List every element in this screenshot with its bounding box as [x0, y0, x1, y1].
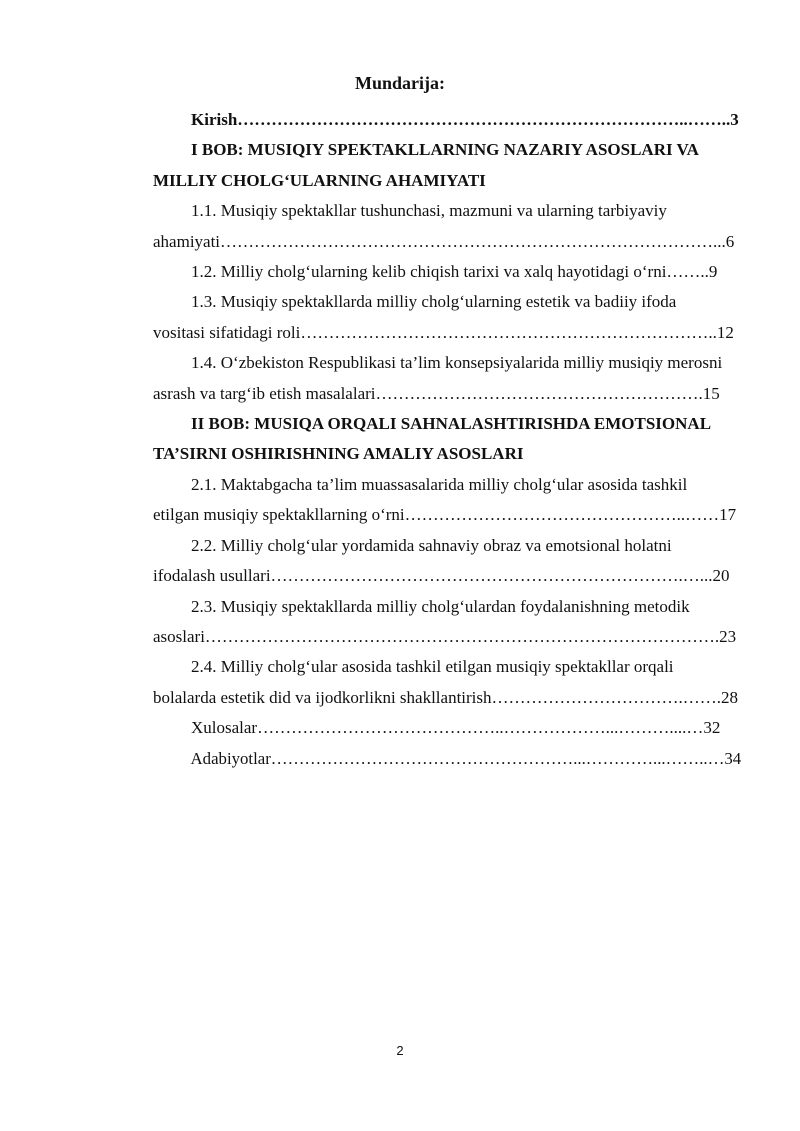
- toc-entry-references: [115, 744, 741, 774]
- toc-entry-text: 1.1. Musiqiy spektakllar tushunchasi, mazmuni va ularning tarbiyaviy: [191, 201, 667, 221]
- toc-entry-text: II BOB: MUSIQA ORQALI SAHNALASHTIRISHDA EMOTSIONAL: [191, 414, 712, 434]
- toc-entry-introduction: [115, 105, 741, 135]
- toc-entry-text-continued: asrash va targ‘ib etish masalalari………………………………………………….15: [153, 383, 720, 403]
- toc-entry-text-continued: vositasi sifatidagi roli………………………………………………………………..12: [153, 322, 734, 342]
- toc-chapter-2: [115, 409, 741, 470]
- toc-entry-text-continued: ifodalash usullari……………………………………………………………….…...20: [153, 566, 730, 586]
- page-number: 2: [396, 1043, 404, 1058]
- toc-entry-text: 2.2. Milliy cholg‘ular yordamida sahnaviy obraz va emotsional holatni: [191, 535, 672, 555]
- toc-entry-text-continued: MILLIY CHOLG‘ULARNING AHAMIYATI: [153, 170, 486, 190]
- toc-entry-text: 2.4. Milliy cholg‘ular asosida tashkil etilgan musiqiy spektakllar orqali: [191, 657, 674, 677]
- toc-entry-text: 2.1. Maktabgacha ta’lim muassasalarida milliy cholg‘ular asosida tashkil: [191, 474, 688, 494]
- toc-entry-text: 2.3. Musiqiy spektakllarda milliy cholg‘ulardan foydalanishning metodik: [191, 596, 690, 616]
- toc-entry-text: 1.2. Milliy cholg‘ularning kelib chiqish tarixi va xalq hayotidagi o‘rni……..9: [191, 262, 718, 282]
- toc-entry-1-1: [115, 196, 741, 257]
- toc-entry-2-1: [115, 470, 741, 531]
- toc-entry-text: Kirish……………………………………………………………………..……..3: [191, 110, 739, 129]
- toc-entry-2-2: [115, 531, 741, 592]
- toc-entry-2-3: [115, 592, 741, 653]
- toc-entry-1-3: [115, 287, 741, 348]
- toc-entry-text-continued: ahamiyati……………………………………………………………………………...6: [153, 231, 735, 251]
- toc-entry-2-4: [115, 652, 741, 713]
- table-of-contents: [115, 105, 741, 774]
- toc-entry-text-continued: asoslari……………………………………………………………………………….23: [153, 626, 737, 646]
- toc-entry-text: 1.4. O‘zbekiston Respublikasi ta’lim konsepsiyalarida milliy musiqiy merosni: [191, 353, 723, 373]
- toc-entry-1-4: [115, 348, 741, 409]
- toc-entry-text-continued: etilgan musiqiy spektakllarning o‘rni…………………………………………..……17: [153, 505, 737, 525]
- toc-entry-text: Adabiyotlar………………………………………………...…………...……..…34: [190, 748, 742, 768]
- toc-entry-conclusions: [115, 713, 741, 743]
- toc-entry-text-continued: bolalarda estetik did va ijodkorlikni shakllantirish…………………………….…….28: [153, 687, 739, 707]
- toc-heading: Mundarija:: [355, 73, 445, 93]
- toc-entry-1-2: [115, 257, 741, 287]
- toc-entry-text-continued: TA’SIRNI OSHIRISHNING AMALIY ASOSLARI: [153, 444, 524, 464]
- toc-entry-text: I BOB: MUSIQIY SPEKTAKLLARNING NAZARIY ASOSLARI VA: [191, 140, 699, 160]
- toc-entry-text: 1.3. Musiqiy spektakllarda milliy cholg‘ularning estetik va badiiy ifoda: [191, 292, 677, 312]
- toc-chapter-1: [115, 135, 741, 196]
- toc-entry-text: Xulosalar……………………………………..………………...………....…32: [191, 718, 721, 738]
